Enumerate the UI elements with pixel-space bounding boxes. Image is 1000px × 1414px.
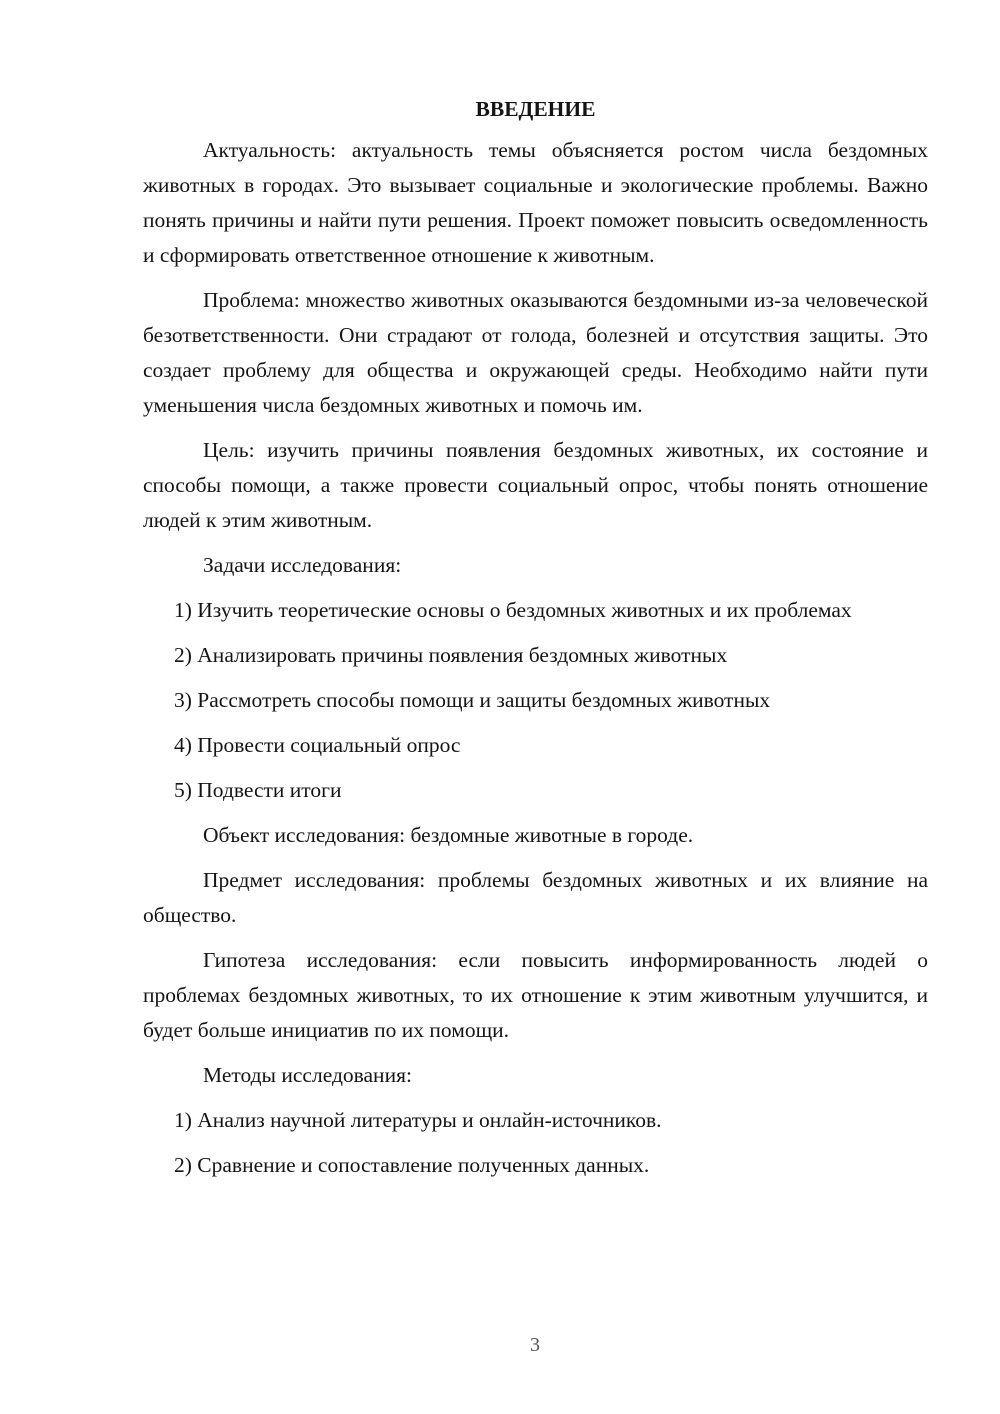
page-number: 3 — [530, 1334, 540, 1356]
task-item: 4) Провести социальный опрос — [174, 733, 461, 757]
object-paragraph: Объект исследования: бездомные животные в городе. — [203, 823, 694, 847]
task-item: 5) Подвести итоги — [174, 778, 342, 802]
section-title: ВВЕДЕНИЕ — [475, 97, 596, 121]
method-item: 2) Сравнение и сопоставление полученных данных. — [174, 1153, 650, 1177]
task-item: 3) Рассмотреть способы помощи и защиты бездомных животных — [174, 688, 771, 712]
tasks-heading: Задачи исследования: — [203, 553, 402, 577]
methods-heading: Методы исследования: — [203, 1063, 412, 1087]
problem-paragraph: Проблема: множество животных оказываются бездомными из-за человеческой безответственности. Они страдают от голода, болезней и отсутствия защиты. Это создает проблему для общества и окружающей среды. Необходимо найти пути уменьшения числа бездомных животных и помочь им. — [143, 288, 928, 417]
goal-paragraph: Цель: изучить причины появления бездомных животных, их состояние и способы помощи, а также провести социальный опрос, чтобы понять отношение людей к этим животным. — [143, 438, 928, 532]
hypothesis-paragraph: Гипотеза исследования: если повысить информированность людей о проблемах бездомных животных, то их отношение к этим животным улучшится, и будет больше инициатив по их помощи. — [143, 948, 928, 1042]
subject-paragraph: Предмет исследования: проблемы бездомных животных и их влияние на общество. — [143, 868, 928, 927]
task-item: 1) Изучить теоретические основы о бездомных животных и их проблемах — [174, 598, 852, 622]
document-page — [143, 92, 928, 1193]
method-item: 1) Анализ научной литературы и онлайн-источников. — [174, 1108, 662, 1132]
relevance-paragraph: Актуальность: актуальность темы объясняется ростом числа бездомных животных в городах. Это вызывает социальные и экологические проблемы. Важно понять причины и найти пути решения. Проект поможет повысить осведомленность и сформировать ответственное отношение к животным. — [143, 138, 928, 267]
task-item: 2) Анализировать причины появления бездомных животных — [174, 643, 728, 667]
